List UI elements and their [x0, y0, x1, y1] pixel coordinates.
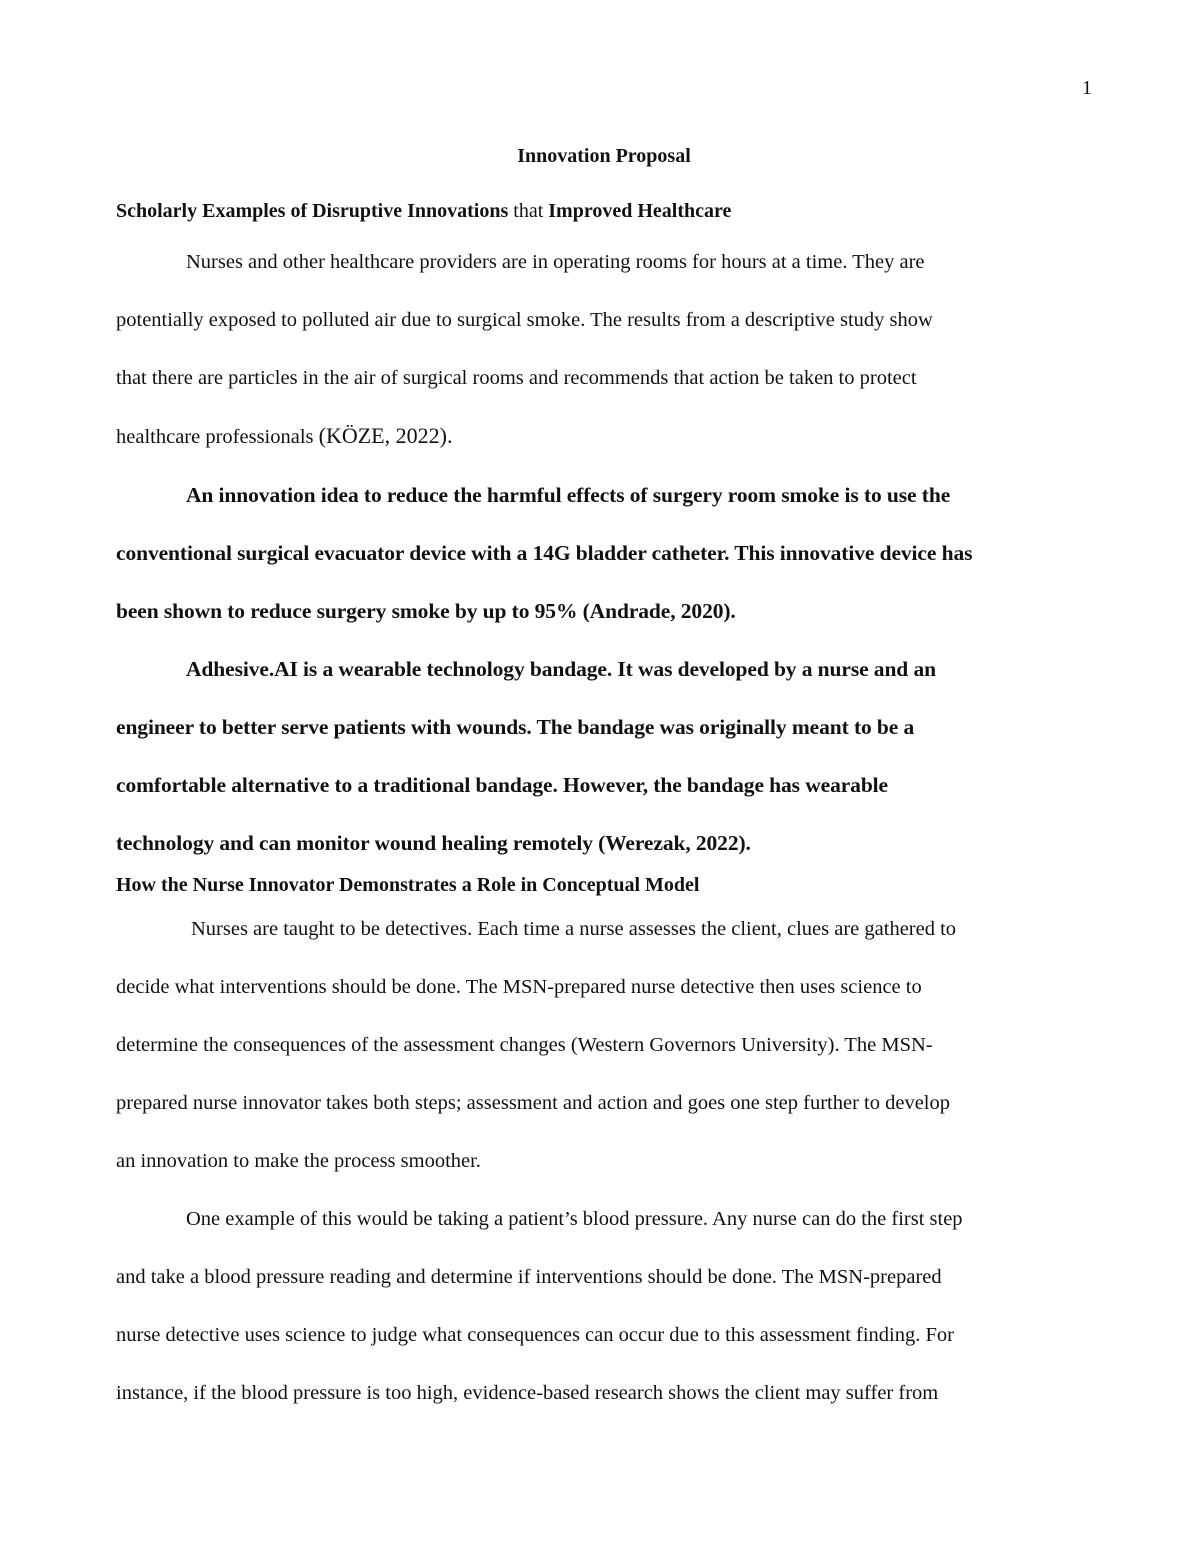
paragraph-adhesive-ai: [116, 640, 1092, 872]
paragraph-blood-pressure: [116, 1190, 1092, 1422]
text-line: Nurses and other healthcare providers are in operating rooms for hours at a time. They are: [186, 251, 925, 273]
text-line: Adhesive.AI is a wearable technology bandage. It was developed by a nurse and an: [186, 657, 936, 681]
text-line: conventional surgical evacuator device with a 14G bladder catheter. This innovative device has: [116, 541, 973, 565]
page-number: 1: [1082, 77, 1092, 99]
text-line: instance, if the blood pressure is too high, evidence-based research shows the client may suffer from: [116, 1382, 939, 1404]
heading-part: Scholarly Examples of Disruptive Innovations: [116, 200, 509, 222]
text-line: determine the consequences of the assessment changes (Western Governors University). The MSN-: [116, 1034, 933, 1056]
citation: (KÖZE, 2022).: [318, 423, 453, 448]
text-line: and take a blood pressure reading and determine if interventions should be done. The MSN-prepared: [116, 1266, 942, 1288]
text-line: An innovation idea to reduce the harmful effects of surgery room smoke is to use the: [186, 483, 951, 507]
text-line: engineer to better serve patients with wounds. The bandage was originally meant to be a: [116, 715, 915, 739]
document-body: [116, 143, 1092, 1422]
text-line: technology and can monitor wound healing remotely (Werezak, 2022).: [116, 831, 751, 855]
text-line: been shown to reduce surgery smoke by up to 95% (Andrade, 2020).: [116, 599, 736, 623]
text-line: potentially exposed to polluted air due to surgical smoke. The results from a descriptive study show: [116, 309, 933, 331]
paragraph-evacuator-device: [116, 466, 1092, 640]
paragraph-nurse-detectives: [116, 900, 1092, 1190]
text-line: One example of this would be taking a patient’s blood pressure. Any nurse can do the first step: [186, 1208, 963, 1230]
document-title: Innovation Proposal: [517, 145, 691, 167]
heading-part: that: [508, 200, 549, 222]
text-line: [116, 407, 1092, 466]
text-line: that there are particles in the air of surgical rooms and recommends that action be taken to protect: [116, 367, 917, 389]
paragraph-surgical-smoke: [116, 233, 1092, 466]
text-fragment: healthcare professionals: [116, 426, 319, 448]
text-line: comfortable alternative to a traditional bandage. However, the bandage has wearable: [116, 773, 888, 797]
text-line: nurse detective uses science to judge what consequences can occur due to this assessment finding. For: [116, 1324, 954, 1346]
text-line: an innovation to make the process smoother.: [116, 1150, 481, 1172]
text-line: Nurses are taught to be detectives. Each time a nurse assesses the client, clues are gathered to: [191, 918, 957, 940]
text-line: decide what interventions should be done. The MSN-prepared nurse detective then uses science to: [116, 976, 922, 998]
section-heading-disruptive-innovations: [116, 198, 1092, 226]
section-heading-nurse-innovator: How the Nurse Innovator Demonstrates a Role in Conceptual Model: [116, 874, 700, 896]
heading-part: Improved Healthcare: [548, 200, 732, 222]
text-line: prepared nurse innovator takes both steps; assessment and action and goes one step further to develop: [116, 1092, 951, 1114]
